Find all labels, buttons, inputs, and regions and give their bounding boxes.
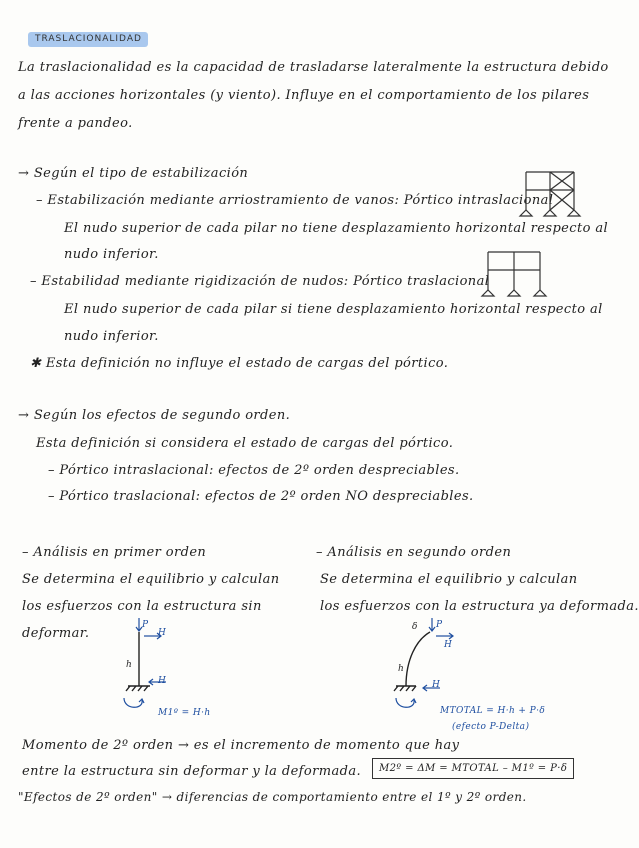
left-line-2: los esfuerzos con la estructura sin [22,599,262,614]
left-height-h: h [126,660,133,670]
bottom-line-1: Momento de 2º orden → es el incremento de momento que hay [22,738,460,753]
intro-line-1: La traslacionalidad es la capacidad de trasladarse lateralmente la estructura debido [18,60,609,75]
section2-item1: – Pórtico intraslacional: efectos de 2º orden despreciables. [48,463,460,478]
braced-frame-diagram [510,166,590,218]
left-load-h-top: H [158,628,167,638]
right-effect: (efecto P-Delta) [452,722,530,732]
left-moment: M1º = H·h [158,708,211,718]
right-heading: – Análisis en segundo orden [316,545,512,560]
intro-line-3: frente a pandeo. [18,116,133,131]
right-line-1: Se determina el equilibrio y calculan [320,572,578,587]
section1-heading: → Según el tipo de estabilización [18,166,249,181]
section1-item1: – Estabilización mediante arriostramiento de vanos: Pórtico intraslacional [36,193,554,208]
section2-item2: – Pórtico traslacional: efectos de 2º orden NO despreciables. [48,489,474,504]
section1-item2-desc-2: nudo inferior. [64,329,159,344]
left-line-1: Se determina el equilibrio y calculan [22,572,280,587]
intro-line-2: a las acciones horizontales (y viento). Influye en el comportamiento de los pilares [18,88,590,103]
right-load-p: P [436,620,443,630]
left-heading: – Análisis en primer orden [22,545,207,560]
bottom-line-3: "Efectos de 2º orden" → diferencias de comportamiento entre el 1º y 2º orden. [18,790,527,804]
section2-heading: → Según los efectos de segundo orden. [18,408,291,423]
left-load-h-bottom: H [158,676,167,686]
second-order-formula: M2º = ΔM = MTOTAL – M1º = P·δ [372,758,574,779]
right-height-h: h [398,664,405,674]
right-moment: MTOTAL = H·h + P·δ [440,706,546,716]
right-line-2: los esfuerzos con la estructura ya deformada. [320,599,639,614]
section1-note: ✱ Esta definición no influye el estado de cargas del pórtico. [30,356,449,371]
right-load-h-bottom: H [432,680,441,690]
bottom-line-2: entre la estructura sin deformar y la deformada. [22,764,362,779]
rigid-frame-diagram [478,246,558,302]
section1-item2: – Estabilidad mediante rigidización de nudos: Pórtico traslacional [30,274,490,289]
right-delta: δ [412,622,418,632]
left-line-3: deformar. [22,626,90,641]
section1-item1-desc-2: nudo inferior. [64,247,159,262]
section1-item2-desc-1: El nudo superior de cada pilar si tiene desplazamiento horizontal respecto al [64,302,603,317]
page-title: TRASLACIONALIDAD [28,32,148,47]
right-load-h-top: H [444,640,453,650]
section2-desc: Esta definición si considera el estado de cargas del pórtico. [36,436,454,451]
section1-item1-desc-1: El nudo superior de cada pilar no tiene desplazamiento horizontal respecto al [64,221,609,236]
left-load-p: P [142,620,149,630]
